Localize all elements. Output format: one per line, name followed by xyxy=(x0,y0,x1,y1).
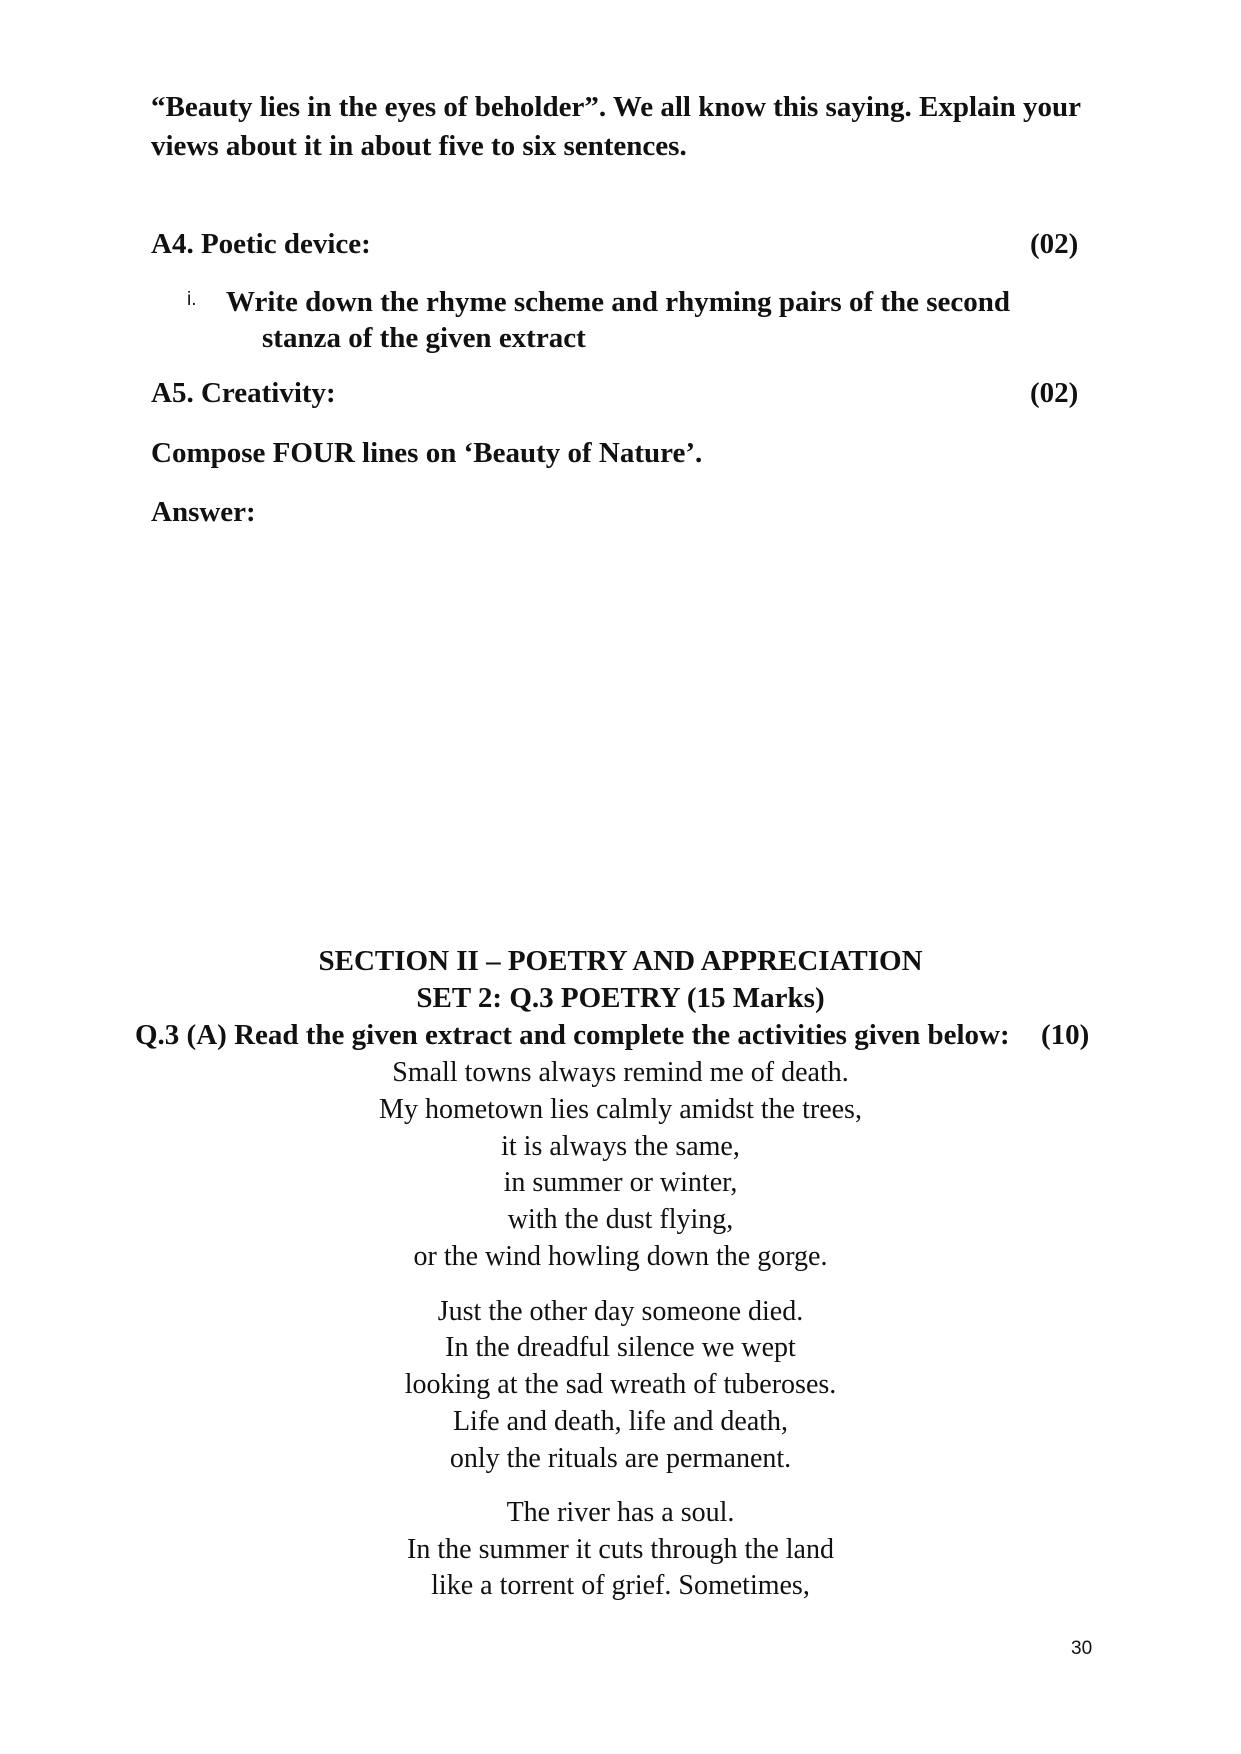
poem-line: like a torrent of grief. Sometimes, xyxy=(431,1570,810,1601)
a4-heading: A4. Poetic device: xyxy=(151,228,371,260)
a4-marks: (02) xyxy=(1030,228,1079,260)
poem-line: only the rituals are permanent. xyxy=(449,1443,792,1474)
poem-line: or the wind howling down the gorge. xyxy=(413,1241,828,1272)
a4-item-line-1: Write down the rhyme scheme and rhyming pairs of the second xyxy=(226,286,1011,318)
poem-line: The river has a soul. xyxy=(506,1497,735,1528)
answer-label: Answer: xyxy=(151,496,256,528)
poem-line: My hometown lies calmly amidst the trees, xyxy=(379,1094,862,1125)
poem-line: it is always the same, xyxy=(501,1131,740,1162)
question-prompt: Q.3 (A) Read the given extract and complete the activities given below: xyxy=(135,1019,1010,1051)
a5-task: Compose FOUR lines on ‘Beauty of Nature’. xyxy=(151,437,703,469)
poem-line: in summer or winter, xyxy=(503,1167,738,1198)
a4-item-line-2: stanza of the given extract xyxy=(262,322,586,354)
poem-line: with the dust flying, xyxy=(507,1204,734,1235)
intro-line-1: “Beauty lies in the eyes of beholder”. We all know this saying. Explain your xyxy=(151,91,1081,123)
a5-marks: (02) xyxy=(1030,377,1079,409)
poem-line: In the dreadful silence we wept xyxy=(445,1332,796,1363)
poem-line: Small towns always remind me of death. xyxy=(392,1057,849,1088)
poem-line: In the summer it cuts through the land xyxy=(407,1534,834,1565)
question-marks: (10) xyxy=(1041,1019,1090,1051)
poem-line: looking at the sad wreath of tuberoses. xyxy=(404,1369,837,1400)
a4-item-marker: i. xyxy=(187,289,197,310)
intro-line-2: views about it in about five to six sentences. xyxy=(151,130,687,162)
set-title: SET 2: Q.3 POETRY (15 Marks) xyxy=(416,982,825,1014)
a5-heading: A5. Creativity: xyxy=(151,377,336,409)
section-title: SECTION II – POETRY AND APPRECIATION xyxy=(318,945,923,977)
page-number: 30 xyxy=(1071,1638,1093,1659)
poem-line: Just the other day someone died. xyxy=(437,1296,804,1327)
poem-line: Life and death, life and death, xyxy=(452,1406,789,1437)
